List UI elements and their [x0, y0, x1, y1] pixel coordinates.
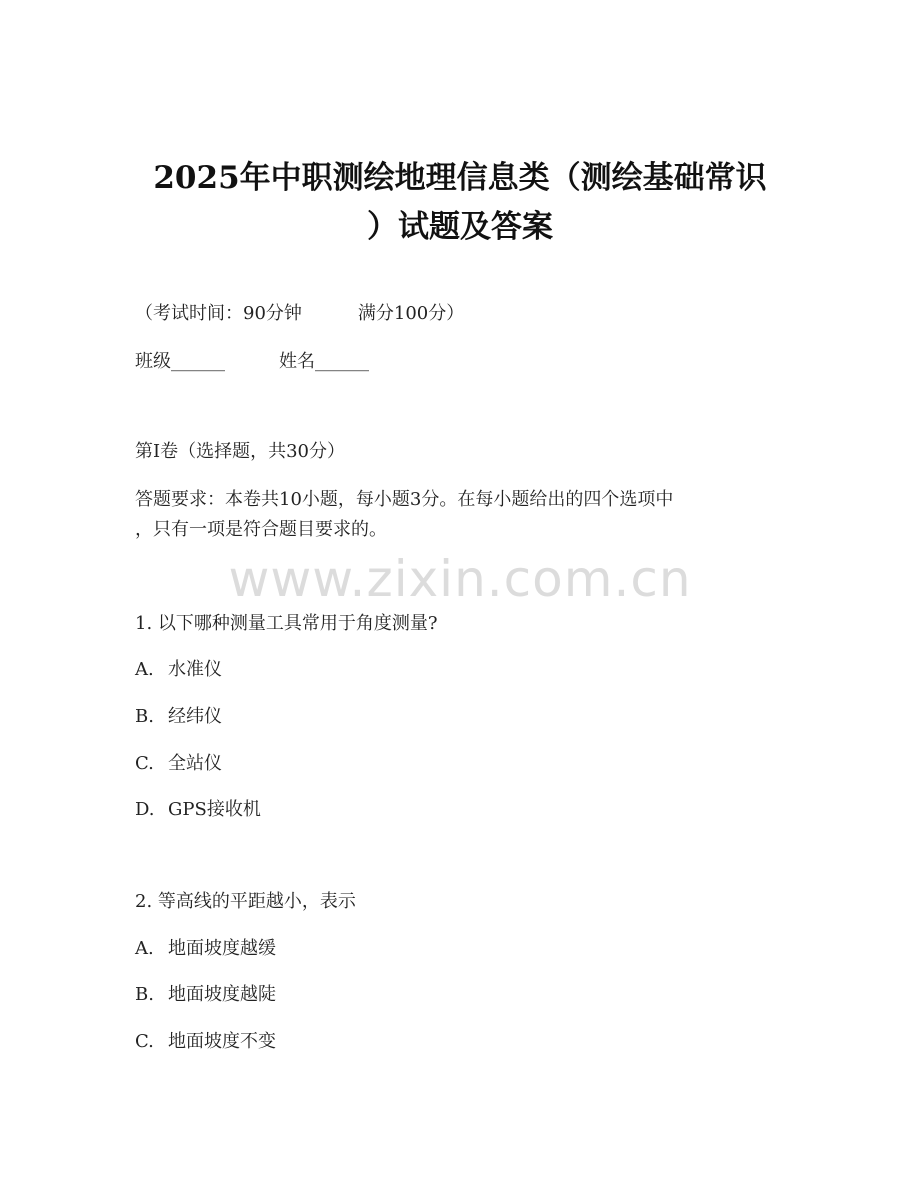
question-1-option-b[interactable] — [135, 705, 222, 729]
option-text: 水准仪 — [168, 659, 222, 680]
class-field[interactable]: 班级______ — [135, 351, 225, 372]
option-text: 地面坡度越陡 — [168, 984, 276, 1005]
option-letter: A. — [135, 938, 154, 959]
option-letter: B. — [135, 706, 154, 727]
document-title-line-2: ）试题及答案 — [367, 209, 553, 245]
question-2-option-c[interactable] — [135, 1030, 276, 1054]
option-text: 地面坡度越缓 — [168, 938, 276, 959]
question-1-option-d[interactable] — [135, 798, 261, 822]
exam-score: 满分100分） — [357, 303, 465, 324]
question-2-option-b[interactable] — [135, 983, 276, 1007]
question-2-stem: 2. 等高线的平距越小，表示 — [135, 891, 356, 912]
instructions-line-1: 答题要求：本卷共10小题，每小题3分。在每小题给出的四个选项中 — [135, 489, 674, 510]
document-title-line-1: 2025年中职测绘地理信息类（测绘基础常识 — [153, 160, 767, 196]
option-letter: B. — [135, 984, 154, 1005]
option-text: 经纬仪 — [168, 706, 222, 727]
student-fields — [135, 350, 369, 374]
section-title: 第I卷（选择题，共30分） — [135, 441, 346, 462]
option-text: GPS接收机 — [168, 799, 261, 820]
option-letter: C. — [135, 1031, 154, 1052]
option-text: 全站仪 — [168, 753, 222, 774]
watermark: www.zixin.com.cn — [228, 550, 692, 608]
option-letter: C. — [135, 753, 154, 774]
option-letter: A. — [135, 659, 154, 680]
question-1-stem: 1. 以下哪种测量工具常用于角度测量? — [135, 613, 438, 634]
exam-info — [135, 302, 464, 326]
exam-time: （考试时间：90分钟 — [135, 303, 302, 324]
question-2-option-a[interactable] — [135, 937, 276, 961]
question-1-option-c[interactable] — [135, 752, 222, 776]
option-letter: D. — [135, 799, 155, 820]
name-field[interactable]: 姓名______ — [279, 351, 369, 372]
question-1-option-a[interactable] — [135, 658, 222, 682]
instructions-line-2: ，只有一项是符合题目要求的。 — [135, 519, 387, 540]
option-text: 地面坡度不变 — [168, 1031, 276, 1052]
